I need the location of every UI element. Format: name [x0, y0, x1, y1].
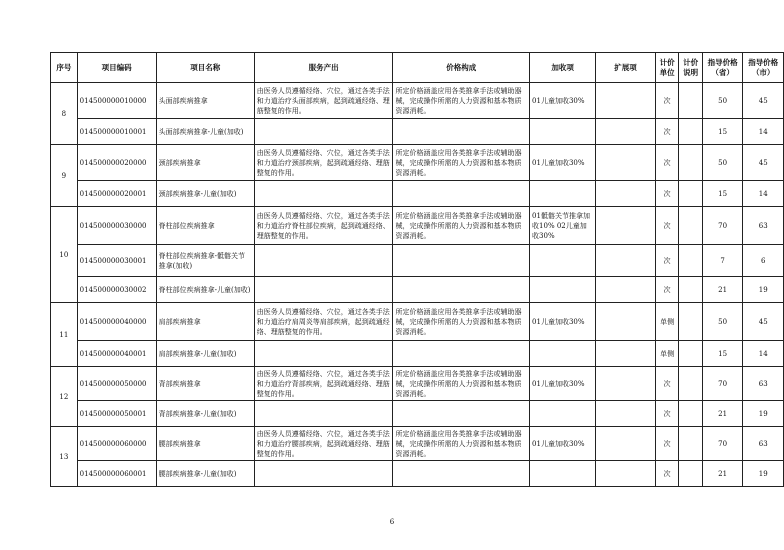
surcharge-cell: 01儿童加收30% — [530, 145, 596, 181]
header-surcharge: 加收项 — [530, 53, 596, 83]
price-province-cell: 21 — [702, 277, 743, 303]
surcharge-cell — [530, 245, 596, 277]
surcharge-cell — [530, 401, 596, 427]
table-row — [51, 83, 784, 119]
price-city-cell: 19 — [743, 461, 784, 487]
name-cell: 肩部疾病推拿 — [156, 303, 254, 341]
price-composition-cell — [393, 341, 530, 367]
name-cell: 头面部疾病推拿-儿童(加收) — [156, 119, 254, 145]
note-cell — [679, 461, 702, 487]
price-composition-cell — [393, 119, 530, 145]
surcharge-cell — [530, 341, 596, 367]
name-cell: 腰部疾病推拿-儿童(加收) — [156, 461, 254, 487]
seq-cell: 11 — [51, 303, 78, 367]
unit-cell: 次 — [655, 145, 678, 181]
price-composition-cell: 所定价格涵盖应用各类推拿手法或辅助器械，完成操作所需的人力资源和基本物质资源消耗。 — [393, 207, 530, 245]
price-province-cell: 21 — [702, 401, 743, 427]
price-province-cell: 70 — [702, 427, 743, 461]
extension-cell — [596, 119, 656, 145]
price-city-cell: 63 — [743, 367, 784, 401]
code-cell: 014500000040000 — [77, 303, 156, 341]
price-city-cell: 45 — [743, 145, 784, 181]
price-province-cell: 7 — [702, 245, 743, 277]
note-cell — [679, 83, 702, 119]
name-cell: 腰部疾病推拿 — [156, 427, 254, 461]
name-cell: 脊柱部位疾病推拿 — [156, 207, 254, 245]
service-cell — [254, 119, 393, 145]
header-price-composition: 价格构成 — [393, 53, 530, 83]
extension-cell — [596, 277, 656, 303]
page-number: 6 — [389, 518, 395, 526]
service-cell: 由医务人员遵循经络、穴位，通过各类手法和力道治疗腰部疾病，起到疏通经络、理筋整复的作用。 — [254, 427, 393, 461]
note-cell — [679, 277, 702, 303]
code-cell: 014500000020001 — [77, 181, 156, 207]
note-cell — [679, 367, 702, 401]
service-cell: 由医务人员遵循经络、穴位，通过各类手法和力道治疗肩周炎等肩部疾病，起到疏通经络、理筋整复的作用。 — [254, 303, 393, 341]
price-city-cell: 45 — [743, 303, 784, 341]
surcharge-cell: 01骶髂关节推拿加收10% 02儿童加收30% — [530, 207, 596, 245]
service-cell: 由医务人员遵循经络、穴位，通过各类手法和力道治疗头面部疾病，起到疏通经络、理筋整复的作用。 — [254, 83, 393, 119]
name-cell: 背部疾病推拿-儿童(加收) — [156, 401, 254, 427]
price-city-cell: 19 — [743, 401, 784, 427]
name-cell: 脊柱部位疾病推拿-儿童(加收) — [156, 277, 254, 303]
code-cell: 014500000030000 — [77, 207, 156, 245]
table-row — [51, 303, 784, 341]
surcharge-cell — [530, 119, 596, 145]
extension-cell — [596, 207, 656, 245]
extension-cell — [596, 341, 656, 367]
seq-cell: 8 — [51, 83, 78, 145]
service-cell: 由医务人员遵循经络、穴位，通过各类手法和力道治疗背部疾病，起到疏通经络、理筋整复的作用。 — [254, 367, 393, 401]
service-cell: 由医务人员遵循经络、穴位，通过各类手法和力道治疗颈部疾病，起到疏通经络、理筋整复的作用。 — [254, 145, 393, 181]
price-composition-cell: 所定价格涵盖应用各类推拿手法或辅助器械，完成操作所需的人力资源和基本物质资源消耗。 — [393, 145, 530, 181]
service-cell — [254, 277, 393, 303]
name-cell: 头面部疾病推拿 — [156, 83, 254, 119]
price-city-cell: 63 — [743, 207, 784, 245]
unit-cell: 次 — [655, 427, 678, 461]
header-price-province: 指导价格（省） — [702, 53, 743, 83]
table-header-row — [51, 53, 784, 83]
name-cell: 颈部疾病推拿 — [156, 145, 254, 181]
header-price-city: 指导价格（市） — [743, 53, 784, 83]
price-city-cell: 14 — [743, 341, 784, 367]
table-row — [51, 367, 784, 401]
surcharge-cell: 01儿童加收30% — [530, 367, 596, 401]
code-cell: 014500000010000 — [77, 83, 156, 119]
table-row — [51, 427, 784, 461]
price-composition-cell — [393, 461, 530, 487]
price-province-cell: 50 — [702, 303, 743, 341]
code-cell: 014500000030001 — [77, 245, 156, 277]
name-cell: 背部疾病推拿 — [156, 367, 254, 401]
unit-cell: 单侧 — [655, 303, 678, 341]
table-row — [51, 341, 784, 367]
note-cell — [679, 427, 702, 461]
code-cell: 014500000020000 — [77, 145, 156, 181]
code-cell: 014500000060001 — [77, 461, 156, 487]
header-note: 计价说明 — [679, 53, 702, 83]
name-cell: 脊柱部位疾病推拿-骶髂关节推拿(加收) — [156, 245, 254, 277]
surcharge-cell — [530, 277, 596, 303]
unit-cell: 次 — [655, 119, 678, 145]
extension-cell — [596, 145, 656, 181]
price-city-cell: 45 — [743, 83, 784, 119]
table-row — [51, 461, 784, 487]
seq-cell: 13 — [51, 427, 78, 487]
service-cell — [254, 341, 393, 367]
price-city-cell: 63 — [743, 427, 784, 461]
surcharge-cell: 01儿童加收30% — [530, 303, 596, 341]
note-cell — [679, 303, 702, 341]
service-cell — [254, 245, 393, 277]
header-code: 项目编码 — [77, 53, 156, 83]
unit-cell: 单侧 — [655, 341, 678, 367]
price-composition-cell — [393, 277, 530, 303]
note-cell — [679, 207, 702, 245]
unit-cell: 次 — [655, 245, 678, 277]
price-composition-cell — [393, 401, 530, 427]
unit-cell: 次 — [655, 461, 678, 487]
price-province-cell: 50 — [702, 145, 743, 181]
price-province-cell: 21 — [702, 461, 743, 487]
header-unit: 计价单位 — [655, 53, 678, 83]
extension-cell — [596, 461, 656, 487]
code-cell: 014500000050001 — [77, 401, 156, 427]
header-name: 项目名称 — [156, 53, 254, 83]
header-seq: 序号 — [51, 53, 78, 83]
code-cell: 014500000050000 — [77, 367, 156, 401]
seq-cell: 10 — [51, 207, 78, 303]
price-composition-cell: 所定价格涵盖应用各类推拿手法或辅助器械，完成操作所需的人力资源和基本物质资源消耗。 — [393, 303, 530, 341]
extension-cell — [596, 303, 656, 341]
surcharge-cell: 01儿童加收30% — [530, 427, 596, 461]
surcharge-cell — [530, 461, 596, 487]
code-cell: 014500000060000 — [77, 427, 156, 461]
code-cell: 014500000040001 — [77, 341, 156, 367]
service-cell — [254, 401, 393, 427]
note-cell — [679, 245, 702, 277]
unit-cell: 次 — [655, 367, 678, 401]
extension-cell — [596, 401, 656, 427]
extension-cell — [596, 83, 656, 119]
table-row — [51, 145, 784, 181]
price-city-cell: 19 — [743, 277, 784, 303]
price-city-cell: 6 — [743, 245, 784, 277]
price-province-cell: 70 — [702, 367, 743, 401]
table-row — [51, 207, 784, 245]
price-city-cell: 14 — [743, 181, 784, 207]
extension-cell — [596, 245, 656, 277]
service-cell: 由医务人员遵循经络、穴位，通过各类手法和力道治疗脊柱部位疾病，起到疏通经络、理筋整复的作用。 — [254, 207, 393, 245]
unit-cell: 次 — [655, 401, 678, 427]
price-city-cell: 14 — [743, 119, 784, 145]
unit-cell: 次 — [655, 83, 678, 119]
header-extension: 扩展项 — [596, 53, 656, 83]
note-cell — [679, 181, 702, 207]
note-cell — [679, 119, 702, 145]
price-composition-cell: 所定价格涵盖应用各类推拿手法或辅助器械，完成操作所需的人力资源和基本物质资源消耗。 — [393, 83, 530, 119]
price-province-cell: 50 — [702, 83, 743, 119]
surcharge-cell: 01儿童加收30% — [530, 83, 596, 119]
unit-cell: 次 — [655, 277, 678, 303]
price-province-cell: 15 — [702, 341, 743, 367]
note-cell — [679, 341, 702, 367]
table-row — [51, 277, 784, 303]
code-cell: 014500000010001 — [77, 119, 156, 145]
code-cell: 014500000030002 — [77, 277, 156, 303]
seq-cell: 12 — [51, 367, 78, 427]
price-composition-cell — [393, 245, 530, 277]
price-province-cell: 70 — [702, 207, 743, 245]
surcharge-cell — [530, 181, 596, 207]
header-service: 服务产出 — [254, 53, 393, 83]
seq-cell: 9 — [51, 145, 78, 207]
extension-cell — [596, 427, 656, 461]
table-row — [51, 181, 784, 207]
note-cell — [679, 145, 702, 181]
extension-cell — [596, 367, 656, 401]
table-row — [51, 119, 784, 145]
note-cell — [679, 401, 702, 427]
table-row — [51, 245, 784, 277]
unit-cell: 次 — [655, 207, 678, 245]
price-composition-cell: 所定价格涵盖应用各类推拿手法或辅助器械，完成操作所需的人力资源和基本物质资源消耗。 — [393, 367, 530, 401]
price-composition-cell — [393, 181, 530, 207]
price-province-cell: 15 — [702, 181, 743, 207]
table-row — [51, 401, 784, 427]
price-composition-cell: 所定价格涵盖应用各类推拿手法或辅助器械，完成操作所需的人力资源和基本物质资源消耗。 — [393, 427, 530, 461]
name-cell: 肩部疾病推拿-儿童(加收) — [156, 341, 254, 367]
unit-cell: 次 — [655, 181, 678, 207]
service-cell — [254, 461, 393, 487]
extension-cell — [596, 181, 656, 207]
service-cell — [254, 181, 393, 207]
pricing-table — [50, 52, 784, 487]
price-province-cell: 15 — [702, 119, 743, 145]
name-cell: 颈部疾病推拿-儿童(加收) — [156, 181, 254, 207]
